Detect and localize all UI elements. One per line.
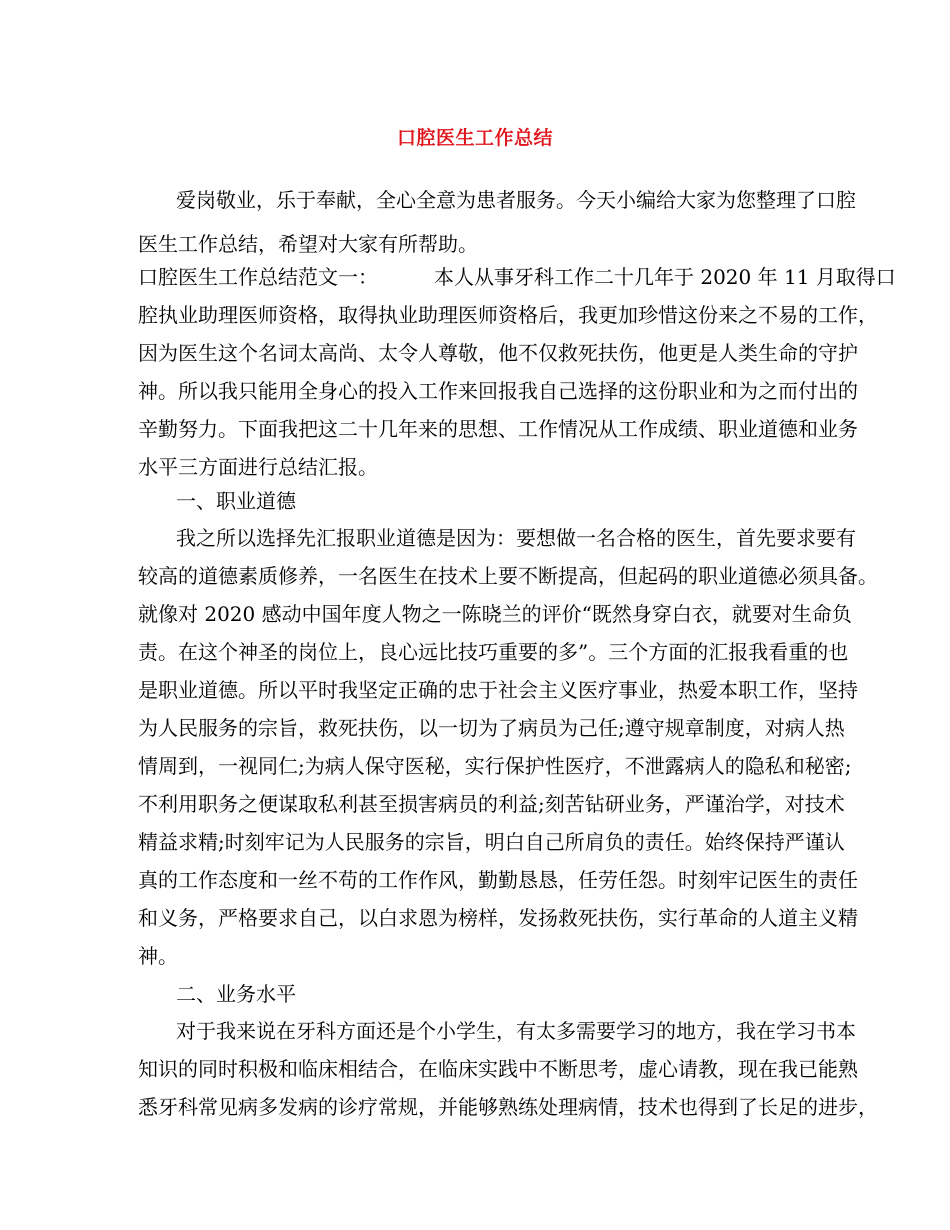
intro-line-2: 医生工作总结，希望对大家有所帮助。	[138, 232, 478, 256]
para3-line-1: 对于我来说在牙科方面还是个小学生，有太多需要学习的地方，我在学习书本	[176, 1019, 856, 1043]
para3-line-3: 悉牙科常见病多发病的诊疗常规，并能够熟练处理病情，技术也得到了长足的进步，	[138, 1095, 878, 1119]
sample-label: 口腔医生工作总结范文一：	[138, 265, 378, 289]
para2-line-7: 情周到，一视同仁;为病人保守医秘，实行保护性医疗，不泄露病人的隐私和秘密;	[138, 754, 852, 778]
section1-heading: 一、职业道德	[176, 489, 296, 513]
document-title: 口腔医生工作总结	[396, 127, 553, 149]
para2-line-11: 和义务，严格要求自己，以白求恩为榜样，发扬救死扶伤，实行革命的人道主义精	[138, 906, 858, 930]
para2-line-1: 我之所以选择先汇报职业道德是因为：要想做一名合格的医生，首先要求要有	[176, 526, 856, 550]
intro-line-1: 爱岗敬业，乐于奉献，全心全意为患者服务。今天小编给大家为您整理了口腔	[176, 188, 856, 212]
para2-line-4: 责。在这个神圣的岗位上，良心远比技巧重要的多”。三个方面的汇报我看重的也	[138, 640, 849, 664]
section2-heading: 二、业务水平	[176, 982, 296, 1006]
para2-line-9: 精益求精;时刻牢记为人民服务的宗旨，明白自己所肩负的责任。始终保持严谨认	[138, 830, 845, 854]
para2-line-10: 真的工作态度和一丝不苟的工作作风，勤勤恳恳，任劳任怨。时刻牢记医生的责任	[138, 868, 858, 892]
para3-line-2: 知识的同时积极和临床相结合，在临床实践中不断思考，虚心请教，现在我已能熟	[138, 1057, 858, 1081]
para2-line-12: 神。	[138, 944, 178, 968]
para2-line-6: 为人民服务的宗旨，救死扶伤，以一切为了病员为己任;遵守规章制度，对病人热	[138, 716, 845, 740]
para1-line-4: 神。所以我只能用全身心的投入工作来回报我自己选择的这份职业和为之而付出的	[138, 379, 858, 403]
para1-line-2: 腔执业助理医师资格，取得执业助理医师资格后，我更加珍惜这份来之不易的工作，	[138, 303, 878, 327]
para2-line-2: 较高的道德素质修养，一名医生在技术上要不断提高，但起码的职业道德必须具备。	[138, 564, 878, 588]
para1-line-6: 水平三方面进行总结汇报。	[138, 455, 378, 479]
para1-line-1	[138, 265, 896, 289]
para2-line-5: 是职业道德。所以平时我坚定正确的忠于社会主义医疗事业，热爱本职工作，坚持	[138, 678, 858, 702]
para2-line-3: 就像对 2020 感动中国年度人物之一陈晓兰的评价“既然身穿白衣，就要对生命负	[138, 602, 852, 626]
para1-line-1-rest: 本人从事牙科工作二十几年于 2020 年 11 月取得口	[434, 265, 896, 289]
para2-line-8: 不利用职务之便谋取私利甚至损害病员的利益;刻苦钻研业务，严谨治学，对技术	[138, 792, 845, 816]
para1-line-5: 辛勤努力。下面我把这二十几年来的思想、工作情况从工作成绩、职业道德和业务	[138, 417, 858, 441]
para1-line-3: 因为医生这个名词太高尚、太令人尊敬，他不仅救死扶伤，他更是人类生命的守护	[138, 341, 858, 365]
